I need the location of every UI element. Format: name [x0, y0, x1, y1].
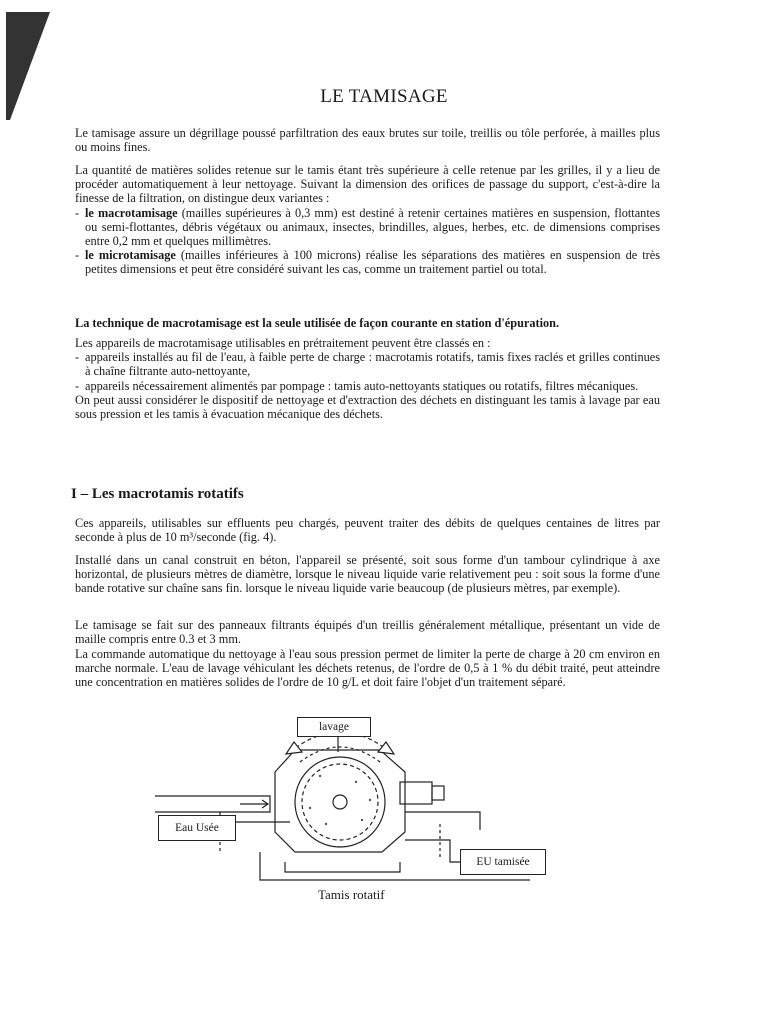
variant-term: le microtamisage: [85, 248, 176, 263]
figure-caption: Tamis rotatif: [318, 887, 385, 902]
class-item: [75, 379, 660, 393]
label-inlet: Eau Usée: [158, 815, 236, 841]
intro-paragraph-2-text: La quantité de matières solides retenue sur le tamis étant très supérieure à celle retenue par les grilles, il y a lieu de procéder automatiquement à leur nettoyage. Suivant la dimension des orifices de passage du support, c'est-à-dire la finesse de la filtration, on distingue deux variantes :: [75, 163, 660, 206]
variant-term: le macrotamisage: [85, 205, 178, 220]
section-paragraph-2: Installé dans un canal construit en béton, l'appareil se présenté, soit sous forme d'un tambour cylindrique à axe horizontal, de plusieurs mètres de diamètre, lorsque le niveau liquide varie relativement peu : soit sous la forme d'une bande rotative sur chaîne sans fin. lorsque le niveau liquide varie beaucoup (de plusieurs mètres, par exemple).: [75, 553, 660, 596]
cleaning-note: On peut aussi considérer le dispositif de nettoyage et d'extraction des déchets en distinguant les tamis à lavage par eau sous pression et les tamis à évacuation mécanique des déchets.: [75, 392, 660, 422]
class-item-text: appareils nécessairement alimentés par pompage : tamis auto-nettoyants statiques ou rotatifs, filtres mécaniques.: [85, 378, 639, 393]
label-lavage: lavage: [297, 717, 371, 737]
classification-intro: Les appareils de macrotamisage utilisables en prétraitement peuvent être classés en :: [75, 336, 491, 350]
section-paragraph-3: Le tamisage se fait sur des panneaux filtrants équipés d'un treillis généralement métallique, présentant un vide de maille compris entre 0.3 et 3 mm.: [75, 618, 660, 647]
page-title: LE TAMISAGE: [320, 86, 448, 107]
bullet-dash: -: [75, 350, 80, 365]
classification-block: [75, 336, 660, 421]
variant-microtamisage: [75, 248, 660, 276]
variant-text: (mailles inférieures à 100 microns) réalise les séparations des matières en suspension de très petites dimensions et peut être considéré suivant les cas, comme un traitement partiel ou total.: [85, 248, 660, 277]
bullet-dash: -: [75, 378, 80, 393]
class-item-text: appareils installés au fil de l'eau, à faible perte de charge : macrotamis rotatifs, tamis fixes raclés et grilles continues à chaîne filtrante auto-nettoyante,: [85, 350, 660, 379]
scan-corner-shadow: [0, 0, 60, 140]
rotary-screen-diagram: [150, 712, 530, 912]
intro-paragraph-1: Le tamisage assure un dégrillage poussé parfiltration des eaux brutes sur toile, treillis ou tôle perforée, à mailles plus ou moins fines.: [75, 126, 660, 155]
variant-macrotamisage: [75, 206, 660, 249]
section-paragraph-4: La commande automatique du nettoyage à l'eau sous pression permet de limiter la perte de charge à 20 cm environ en marche normale. L'eau de lavage véhiculant les déchets retenus, de l'ordre de 0,5 à 1 % du débit traité, peut atteindre une concentration en matières solides de l'ordre de 10 g/L et doit faire l'objet d'un traitement séparé.: [75, 647, 660, 690]
bullet-dash: -: [75, 248, 80, 263]
section-paragraph-1: Ces appareils, utilisables sur effluents peu chargés, peuvent traiter des débits de quelques centaines de litres par seconde à plus de 10 m³/seconde (fig. 4).: [75, 516, 660, 545]
class-item: [75, 350, 660, 378]
variant-text: (mailles supérieures à 0,3 mm) est destiné à retenir certaines matières en suspension, flottantes ou semi-flottantes, débris végétaux ou animaux, insectes, brindilles, algues, herbes, etc. de dimensions comprises entre 0,2 mm et quelques millimètres.: [85, 205, 660, 249]
technique-note: La technique de macrotamisage est la seule utilisée de façon courante en station d'épuration.: [75, 316, 560, 330]
label-outlet: EU tamisée: [460, 849, 546, 875]
intro-paragraph-2: [75, 163, 660, 277]
bullet-dash: -: [75, 205, 80, 220]
section-title: I – Les macrotamis rotatifs: [71, 486, 244, 502]
